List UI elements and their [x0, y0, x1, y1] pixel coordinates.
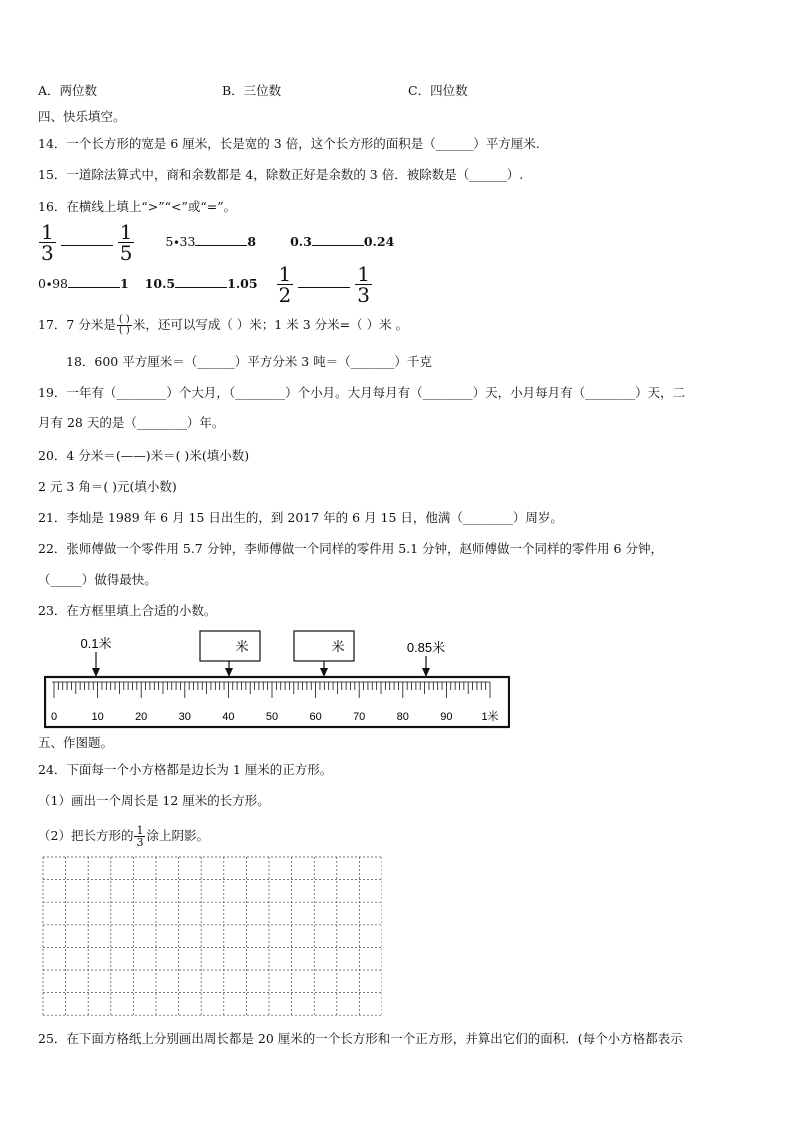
- answer-box-1[interactable]: [200, 631, 260, 661]
- ruler-tick-label: 50: [265, 711, 279, 723]
- ruler-tick-label: 70: [353, 711, 366, 723]
- question-22-line-1: 22．张师傅做一个零件用 5.7 分钟，李师傅做一个同样的零件用 5.1 分钟，赵师傅做一个同样的零件用 6 分钟，: [38, 541, 663, 556]
- question-17: 17．7 分米是 $\frac{( )}{( )}$ 米，还可以写成（ ）米；1 米 3 分米=（ ）米 。: [38, 314, 409, 336]
- option-b: B．三位数: [222, 83, 282, 98]
- answer-box-2[interactable]: [294, 631, 354, 661]
- compare-right: 1.05: [227, 276, 258, 291]
- ruler-tick-label: 1米: [481, 711, 499, 723]
- fraction-one-third: $\frac{1}{3}$: [41, 220, 54, 265]
- question-21: 21．李灿是 1989 年 6 月 15 日出生的，到 2017 年的 6 月 15 日，他满（________）周岁。: [38, 510, 563, 525]
- answer-line[interactable]: [61, 231, 113, 246]
- fraction-blank[interactable]: $\frac{( )}{( )}$: [118, 314, 130, 336]
- arrow-head: [422, 668, 430, 677]
- question-24-part-1: （1）画出一个周长是 12 厘米的长方形。: [38, 793, 270, 808]
- fraction-one-fifth: $\frac{1}{5}$: [119, 220, 133, 265]
- answer-box-unit: 米: [235, 639, 249, 654]
- question-23-title: 23．在方框里填上合适的小数。: [38, 603, 217, 618]
- question-14: 14．一个长方形的宽是 6 厘米，长是宽的 3 倍，这个长方形的面积是（______）平方厘米.: [38, 136, 540, 151]
- section-4-heading: 四、快乐填空。: [38, 109, 126, 124]
- arrow-head: [320, 668, 328, 677]
- label-0-85m: 0.85米: [406, 640, 446, 655]
- question-24-title: 24．下面每一个小方格都是边长为 1 厘米的正方形。: [38, 762, 333, 777]
- answer-line[interactable]: [68, 273, 120, 288]
- arrow-head: [225, 668, 233, 677]
- answer-line[interactable]: [312, 231, 364, 246]
- ruler-tick-label: 0: [50, 711, 58, 723]
- compare-left: 0∙98: [38, 276, 68, 291]
- ruler-tick-label: 20: [135, 711, 148, 723]
- compare-right: 1: [120, 276, 129, 291]
- fraction-one-half: $\frac{1}{2}$: [278, 262, 292, 307]
- answer-box-unit: 米: [331, 639, 345, 654]
- question-19-line-1: 19．一年有（________）个大月，（________）个小月。大月每月有（________）天，小月每月有（________）天，二: [38, 385, 686, 400]
- fraction-one-third: $\frac{1}{3}$: [136, 824, 144, 849]
- question-25: 25．在下面方格纸上分别画出周长都是 20 厘米的一个长方形和一个正方形，并算出它们的面积．(每个小方格都表示: [38, 1031, 683, 1046]
- answer-line[interactable]: [195, 231, 247, 246]
- fraction-one-third: $\frac{1}{3}$: [357, 262, 370, 307]
- question-22-line-2: （_____）做得最快。: [38, 572, 157, 587]
- question-20-line-1: 20．4 分米＝(——)米＝( )米(填小数): [38, 448, 250, 463]
- compare-left: 5∙33: [165, 234, 196, 249]
- question-16-title: 16．在横线上填上“>”“<”或“=”。: [38, 199, 237, 214]
- question-20-line-2: 2 元 3 角＝( )元(填小数): [38, 479, 177, 494]
- label-0-1m: 0.1米: [80, 636, 112, 651]
- question-16-row-2: [38, 262, 373, 307]
- arrow-head: [92, 668, 100, 677]
- question-15: 15．一道除法算式中，商和余数都是 4，除数正好是余数的 3 倍．被除数是（______）.: [38, 167, 524, 182]
- ruler-svg: [44, 628, 510, 730]
- drawing-grid[interactable]: [42, 856, 382, 1022]
- compare-left: 0.3: [290, 234, 312, 249]
- grid-svg[interactable]: [42, 856, 382, 1018]
- answer-line[interactable]: [175, 273, 227, 288]
- compare-right: 8: [247, 234, 257, 249]
- question-16-row-1: [38, 220, 395, 265]
- compare-right: 0.24: [363, 234, 395, 249]
- ruler-tick-label: 10: [91, 711, 104, 723]
- ruler-tick-label: 30: [178, 711, 191, 723]
- ruler-tick-label: 60: [309, 711, 322, 723]
- question-19-line-2: 月有 28 天的是（________）年。: [38, 415, 225, 430]
- section-5-heading: 五、作图题。: [38, 735, 114, 750]
- option-c: C．四位数: [408, 83, 468, 98]
- ruler-diagram: [44, 628, 510, 730]
- ruler-tick-label: 80: [396, 711, 409, 723]
- option-a: A．两位数: [38, 83, 98, 98]
- question-18: 18．600 平方厘米＝（______）平方分米 3 吨＝（_______）千克: [66, 354, 432, 369]
- ruler-tick-label: 40: [222, 711, 235, 723]
- question-24-part-2: （2）把长方形的 $\frac{1}{3}$ 涂上阴影。: [38, 824, 209, 849]
- compare-left: 10.5: [144, 276, 176, 291]
- answer-line[interactable]: [298, 273, 350, 288]
- ruler-tick-label: 90: [440, 711, 453, 723]
